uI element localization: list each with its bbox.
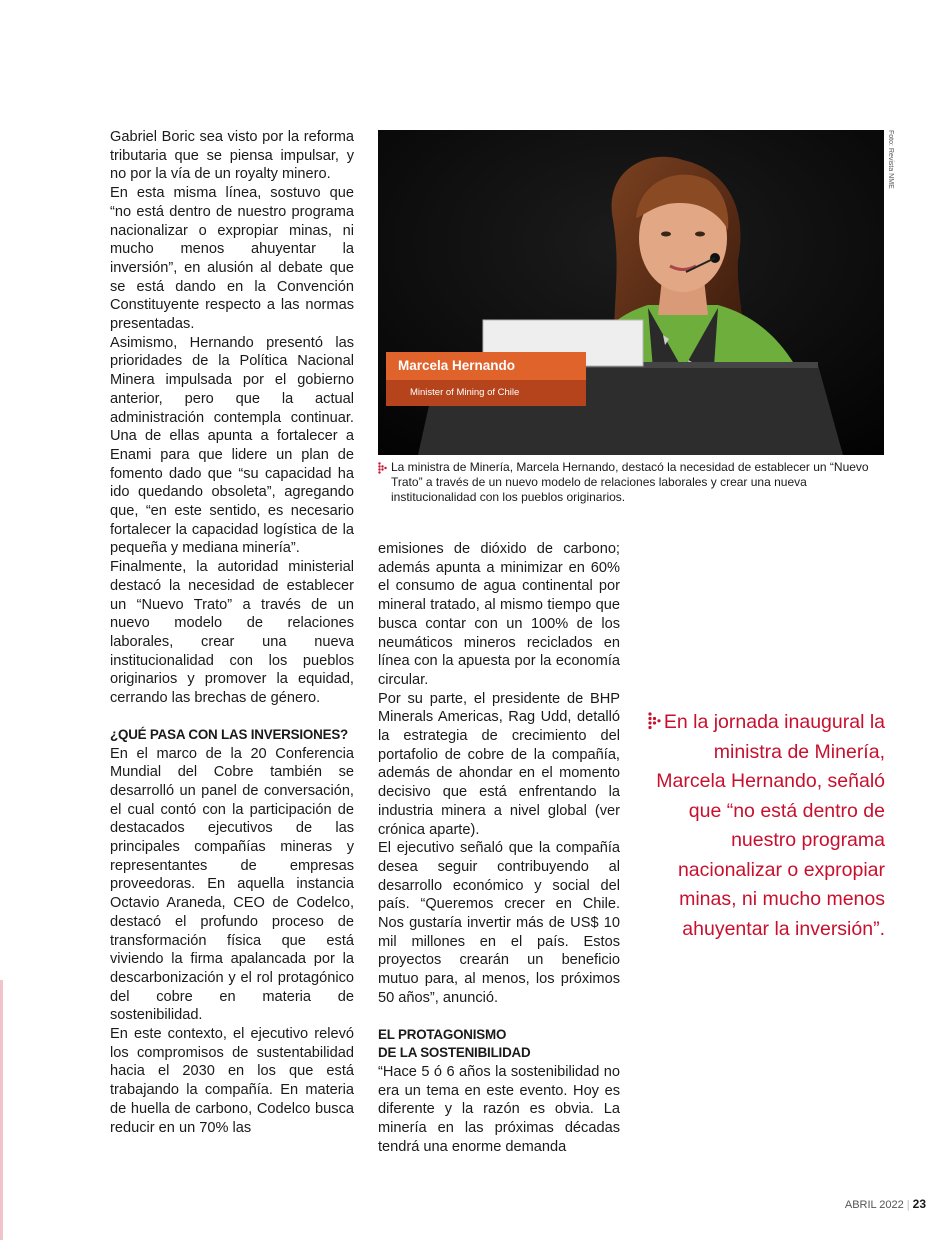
paragraph: En este contexto, el ejecutivo relevó los compromisos de sustentabilidad hacia el 2030 en los que está trabajando la compañía. En materia de huella de carbono, Codelco busca reducir en un 70% las	[110, 1026, 354, 1136]
article-photo	[378, 130, 884, 455]
pull-quote-text: En la jornada inaugural la ministra de Minería, Marcela Hernando, señaló que “no está dentro de nuestro programa nacionalizar o expropiar minas, ni mucho menos ahuyentar la inversión”.	[656, 711, 885, 940]
paragraph: emisiones de dióxido de carbono; además apunta a minimizar en 60% el consumo de agua continental por mineral tratado, al mismo tiempo que busca contar con un 100% de los neumáticos mineros reciclados en línea con la apuesta por la economía circular.	[378, 541, 620, 688]
photo-caption	[378, 460, 888, 505]
paragraph: Asimismo, Hernando presentó las prioridades de la Política Nacional Minera impulsada por el gobierno anterior, pero que la actual administración contempla continuar. Una de ellas apunta a fortalecer a Enami para que lidere un plan de fomento dado que “su capacidad ha ido quedando obsoleta”, agregando que, “en este sentido, es necesario fortalecer la capacidad logística de la pequeña y mediana minería”.	[110, 334, 354, 557]
lower-third-title: Minister of Mining of Chile	[410, 387, 520, 398]
paragraph: Gabriel Boric sea visto por la reforma tributaria que se piensa impulsar, y no por la vía de un royalty minero.	[110, 129, 354, 183]
dotted-bullet-icon	[378, 462, 388, 474]
photo-credit	[882, 130, 896, 190]
footer-divider: |	[906, 1199, 910, 1211]
paragraph: Finalmente, la autoridad ministerial destacó la necesidad de establecer un “Nuevo Trato” a través de un nuevo modelo de relaciones laborales, crear una nueva institucionalidad con los pueblos originarios y promover la equidad, cerrando las brechas de género.	[110, 559, 354, 707]
pull-quote	[645, 708, 885, 944]
article-column-left	[110, 128, 354, 1137]
section-heading: EL PROTAGONISMO	[378, 1026, 507, 1042]
issue-date: ABRIL 2022	[844, 1199, 904, 1211]
section-heading: DE LA SOSTENIBILIDAD	[378, 1045, 531, 1061]
section-heading: ¿QUÉ PASA CON LAS INVERSIONES?	[110, 726, 349, 742]
paragraph: El ejecutivo señaló que la compañía desea seguir contribuyendo al desarrollo económico y social del país. “Queremos crecer en Chile. Nos gustaría invertir más de US$ 10 mil millones en el país. Estos proyectos crearán un beneficio mutuo para, al menos, los próximos 50 años”, anunció.	[378, 840, 620, 1006]
article-column-middle	[378, 540, 620, 1157]
paragraph: Por su parte, el presidente de BHP Minerals Americas, Rag Udd, detalló la estrategia de crecimiento del portafolio de cobre de la compañía, además de ahondar en el momento decisivo que está enfrentando la industria minera a nivel global (ver crónica aparte).	[378, 690, 620, 838]
paragraph: En esta misma línea, sostuvo que “no está dentro de nuestro programa nacionalizar o expropiar minas, ni mucho menos ahuyentar la inversión”, en alusión al debate que se está dando en la Convención Constituyente respecto a las normas presentadas.	[110, 185, 354, 333]
lower-third-name: Marcela Hernando	[398, 358, 516, 373]
dotted-bullet-icon	[648, 712, 662, 730]
paragraph: “Hace 5 ó 6 años la sostenibilidad no era un tema en este evento. Hoy es diferente y la razón es obvia. La minería en las próximas décadas tendrá una enorme demanda	[378, 1063, 620, 1155]
photo-credit-text: Foto: Revista NME	[887, 130, 894, 189]
page-number: 23	[912, 1197, 926, 1211]
paragraph: En el marco de la 20 Conferencia Mundial del Cobre también se desarrolló un panel de conversación, el cual contó con la participación de destacados ejecutivos de las principales compañías mineras y representantes de empresas proveedoras. En aquella instancia Octavio Araneda, CEO de Codelco, destacó el profundo proceso de transformación física que está viviendo la firma apalancada por la descarbonización y el rol protagónico del cobre en materia de sostenibilidad.	[110, 745, 354, 1024]
page-edge-decoration	[0, 980, 3, 1240]
page-footer	[820, 1197, 926, 1211]
caption-text: La ministra de Minería, Marcela Hernando, destacó la necesidad de establecer un “Nuevo Trato” a través de un nuevo modelo de relaciones laborales y crear una nueva institucionalidad con los pueblos originarios.	[391, 460, 869, 504]
